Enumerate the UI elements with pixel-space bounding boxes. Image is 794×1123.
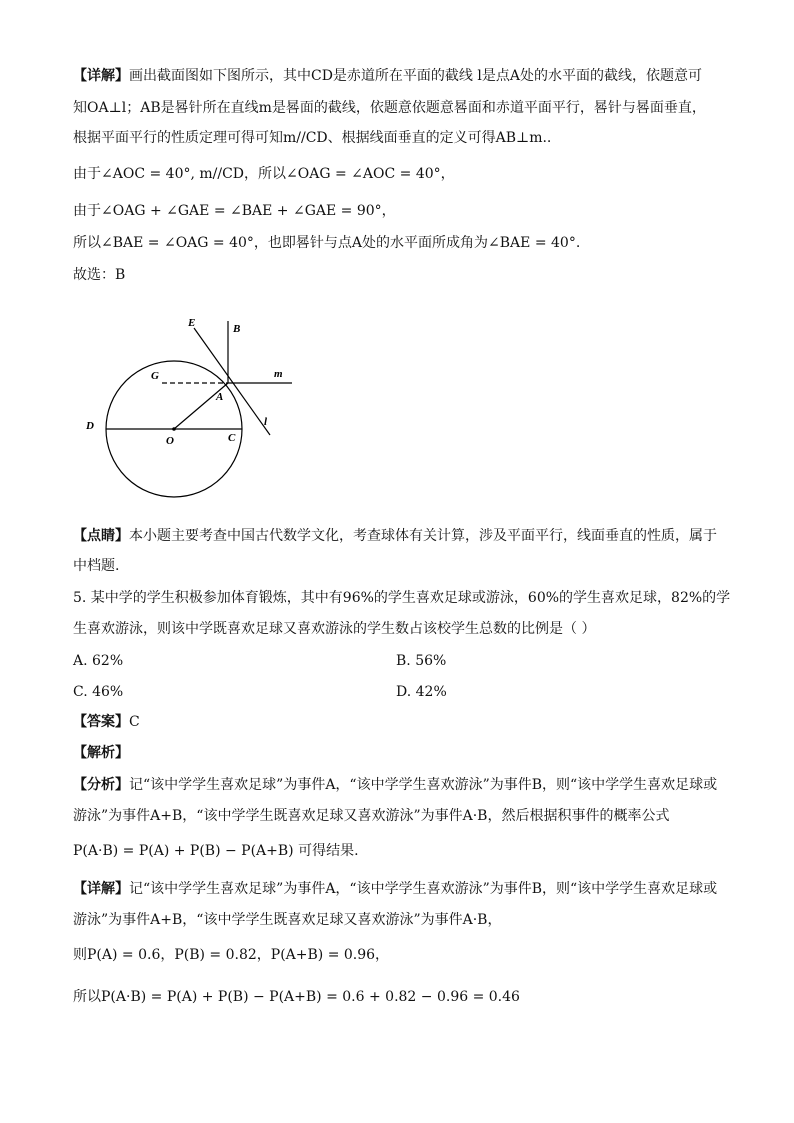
detail2-text-1: 记“该中学学生喜欢足球”为事件A，“该中学学生喜欢游泳”为事件B，则“该中学学生喜欢足球或 [129,881,718,897]
detail1-line-1 [73,66,702,86]
option-b: B. 56% [396,653,447,669]
label-b: B [233,323,241,335]
comment-line-1 [73,526,717,546]
center-point-o [172,427,176,431]
detail1-line-7: 故选：B [73,267,126,283]
label-c: C [228,432,236,444]
line-l [194,328,270,435]
analysis-text-1: 记“该中学学生喜欢足球”为事件A，“该中学学生喜欢游泳”为事件B，则“该中学学生喜欢足球或 [129,777,718,793]
analysis-heading: 【解析】 [73,745,129,761]
detail2-line-1 [73,879,717,899]
analysis-line-2: 游泳”为事件A+B，“该中学学生既喜欢足球又喜欢游泳”为事件A·B，然后根据积事件的概率公式 [73,808,670,824]
question5-line-1: 5. 某中学的学生积极参加体育锻炼，其中有96%的学生喜欢足球或游泳，60%的学生喜欢足球，82%的学 [73,590,731,606]
analysis-line-3: P(A·B) = P(A) + P(B) − P(A+B) 可得结果. [73,843,359,859]
label-m: m [274,368,283,380]
detail1-line-6: 所以∠BAE = ∠OAG = 40°，也即晷针与点A处的水平面所成角为∠BAE = 40°. [73,235,581,251]
comment-text-1: 本小题主要考查中国古代数学文化，考查球体有关计算，涉及平面平行，线面垂直的性质，属于 [129,528,717,544]
label-e: E [188,317,196,329]
answer-line [73,712,140,732]
detail2-line-4: 所以P(A·B) = P(A) + P(B) − P(A+B) = 0.6 + 0.82 − 0.96 = 0.46 [73,989,520,1005]
question5-line-2: 生喜欢游泳，则该中学既喜欢足球又喜欢游泳的学生数占该校学生总数的比例是（ ） [73,621,596,637]
sphere-cross-section-diagram [82,308,312,508]
detail2-line-2: 游泳”为事件A+B，“该中学学生既喜欢足球又喜欢游泳”为事件A·B， [73,912,502,928]
analysis-tag: 【分析】 [73,777,129,793]
analysis-line-1 [73,775,717,795]
comment-tag: 【点睛】 [73,528,129,544]
detail1-text-1: 画出截面图如下图所示，其中CD是赤道所在平面的截线 l是点A处的水平面的截线，依题意可 [129,68,702,84]
detail1-line-2: 知OA⊥l；AB是晷针所在直线m是晷面的截线，依题意依题意晷面和赤道平面平行，晷针与晷面垂直， [73,100,706,116]
radius-oa [174,383,228,429]
detail1-line-3: 根据平面平行的性质定理可得可知m//CD、根据线面垂直的定义可得AB⊥m.. [73,130,552,146]
label-l: l [264,416,268,428]
detail1-line-4: 由于∠AOC = 40°, m//CD，所以∠OAG = ∠AOC = 40°， [73,166,455,182]
option-c: C. 46% [73,684,124,700]
detail2-line-3: 则P(A) = 0.6，P(B) = 0.82，P(A+B) = 0.96， [73,947,390,963]
comment-line-2: 中档题. [73,558,120,574]
answer-tag: 【答案】 [73,714,129,730]
label-o: O [166,435,174,447]
detail1-line-5: 由于∠OAG + ∠GAE = ∠BAE + ∠GAE = 90°， [73,203,396,219]
option-d: D. 42% [396,684,447,700]
detail2-tag: 【详解】 [73,881,129,897]
label-d: D [86,420,94,432]
detail1-tag: 【详解】 [73,68,129,84]
label-a: A [216,391,224,403]
option-a: A. 62% [73,653,124,669]
answer-value: C [129,714,140,730]
label-g: G [151,370,159,382]
